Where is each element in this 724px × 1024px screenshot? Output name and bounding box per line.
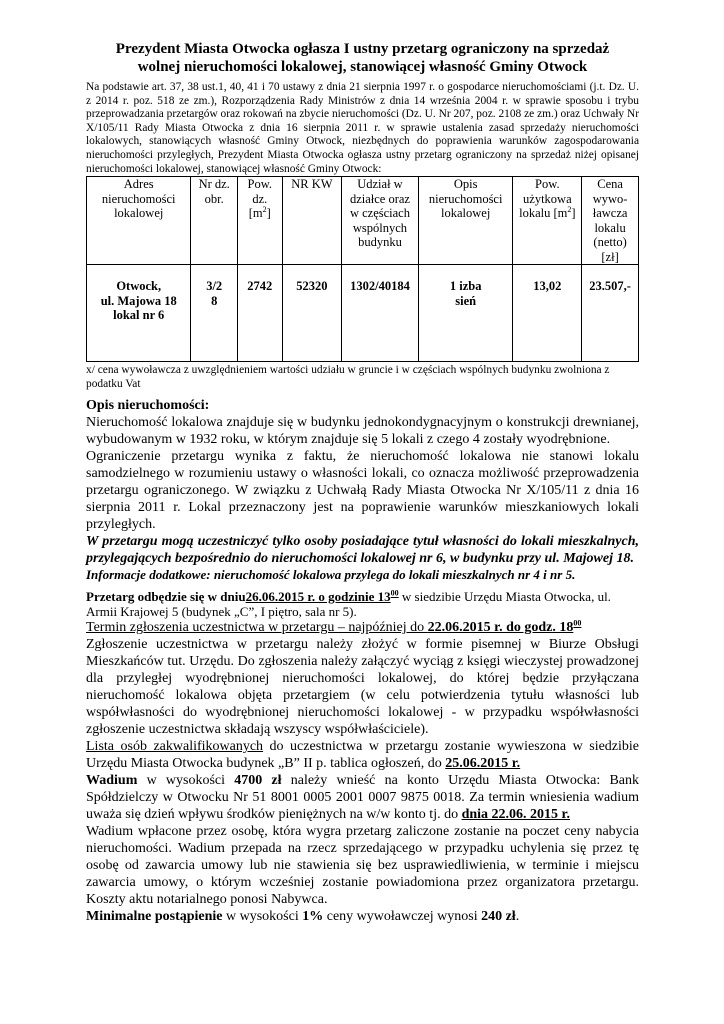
minimum-bid-paragraph: Minimalne postąpienie w wysokości 1% ceny wywoławczej wynosi 240 zł. <box>86 909 520 925</box>
registration-paragraph: Zgłoszenie uczestnictwa w przetargu należy złożyć w formie pisemnej w Biurze Obsługi Mieszkańców tut. Urzędu. Do zgłoszenia należy załączyć wyciąg z księgi wieczystej prowadzonej dla przyległej wyodrębnionej nieruchomości lokalowej, do której będzie przyłączana nieruchomość lokalowa objęta przetargiem (w celu potwierdzenia tytułu własności lub współwłasności do wyodrębnionej nieruchomości lokalowej - w przypadku współwłasności zgłoszenie uczestnictwa składają wszyscy współwłaściciele). <box>86 637 639 738</box>
announcement-page <box>86 40 639 925</box>
description-paragraph-2: Ograniczenie przetargu wynika z faktu, że nieruchomość lokalowa nie stanowi lokalu samodzielnego w rozumieniu ustawy o własności lokali, co oznacza możliwość przeprowadzenia przetargu ograniczonego. W związku z Uchwałą Rady Miasta Otwocka Nr X/105/11 z dnia 16 sierpnia 2011 r. Lokal przeznaczony jest na poprawienie warunków mieszkaniowych lokali przyległych. <box>86 449 639 533</box>
header-usable-area: Pow. użytkowa lokalu $[m^2]$ <box>513 177 582 265</box>
document-title <box>86 40 639 76</box>
header-price: Cena wywo-ławcza lokalu (netto) [zł] <box>582 177 639 265</box>
title-line-1: Prezydent Miasta Otwocka ogłasza I ustny przetarg ograniczony na sprzedaż <box>115 41 610 57</box>
qualified-list-paragraph: Lista osób zakwalifikowanych do uczestnictwa w przetargu zostanie wywieszona w siedzibie Urzędu Miasta Otwocka budynek „B” II p. tablica ogłoszeń, do 25.06.2015 r. <box>86 739 639 772</box>
cell-description: 1 izba sień <box>418 265 513 362</box>
header-land-register: NR KW <box>282 177 341 265</box>
table-header-row <box>87 177 639 265</box>
cell-land-register: 52320 <box>282 265 341 362</box>
description-heading: Opis nieruchomości: <box>86 398 210 414</box>
registration-deadline: Termin zgłoszenia uczestnictwa w przetargu – najpóźniej do 22.06.2015 r. do godz. $18^{00}$ <box>86 618 582 636</box>
cell-plot-number: 3/2 8 <box>191 265 238 362</box>
description-paragraph-1: Nieruchomość lokalowa znajduje się w budynku jednokondygnacyjnym o konstrukcji drewnianej, wybudowanym w 1932 roku, w którym znajduje się 5 lokali z czego 4 zostały wyodrębnione. <box>86 415 639 448</box>
cell-usable-area: 13,02 <box>513 265 582 362</box>
table-row <box>87 265 639 362</box>
header-plot-number: Nr dz. obr. <box>191 177 238 265</box>
cell-price: 23.507,- <box>582 265 639 362</box>
legal-basis-paragraph: Na podstawie art. 37, 38 ust.1, 40, 41 i 70 ustawy z dnia 21 sierpnia 1997 r. o gospodarce nieruchomościami (j.t. Dz. U. z 2014 r. poz. 518 ze zm.), Rozporządzenia Rady Ministrów z dnia 14 września 2004 r. w sprawie sposobu i trybu przeprowadzania przetargów oraz rokowań na zbycie nieruchomości (Dz. U. Nr 207, poz. 2108 ze zm.) oraz Uchwały Nr X/105/11 Rady Miasta Otwocka z dnia 16 sierpnia 2011 r. w sprawie ustalenia zasad sprzedaży nieruchomości lokalowych, stanowiących własność Gminy Otwock, niezbędnych do poprawienia warunków zagospodarowania nieruchomości przyległych, Prezydent Miasta Otwocka ogłasza ustny przetarg ograniczony na sprzedaż niżej opisanej nieruchomości lokalowej, stanowiącej własność Gminy Otwock: <box>86 81 639 175</box>
header-description: Opis nieruchomości lokalowej <box>418 177 513 265</box>
deposit-paragraph: Wadium w wysokości 4700 zł należy wnieść na konto Urzędu Miasta Otwocka: Bank Spółdzielczy w Otwocku Nr 51 8001 0005 2001 0007 9875 0018. Za termin wniesienia wadium uważa się dzień wpływu środków pieniężnych na w/w konto tj. do dnia 22.06. 2015 r. <box>86 773 639 823</box>
title-line-2: wolnej nieruchomości lokalowej, stanowiącej własność Gminy Otwock <box>137 59 588 75</box>
cell-share: 1302/40184 <box>342 265 419 362</box>
cell-address: Otwock, ul. Majowa 18 lokal nr 6 <box>87 265 191 362</box>
additional-info: Informacje dodatkowe: nieruchomość lokalowa przylega do lokali mieszkalnych nr 4 i nr 5. <box>86 567 576 583</box>
header-address: Adres nieruchomości lokalowej <box>87 177 191 265</box>
auction-date-paragraph: Przetarg odbędzie się w dniu26.06.2015 r. o godzinie $13^{00}$ w siedzibie Urzędu Miasta Otwocka, ul. Armii Krajowej 5 (budynek „C”, I piętro, sala nr 5). <box>86 589 611 620</box>
header-plot-area: Pow. dz. $[m^2]$ <box>237 177 282 265</box>
deposit-terms-paragraph: Wadium wpłacone przez osobę, która wygra przetarg zaliczone zostanie na poczet ceny nabycia nieruchomości. Wadium przepada na rzecz sprzedającego w przypadku uchylenia się przez tę osobę od zawarcia umowy lub nie stawienia się bez usprawiedliwienia, w terminie i miejscu zawarcia umowy, o którym wcześniej zostanie powiadomiona przez organizatora przetargu. Koszty aktu notarialnego ponosi Nabywca. <box>86 824 639 908</box>
cell-plot-area: 2742 <box>237 265 282 362</box>
property-table <box>86 176 639 362</box>
eligibility-paragraph: W przetargu mogą uczestniczyć tylko osoby posiadające tytuł własności do lokali mieszkalnych, przylegających bezpośrednio do nieruchomości lokalowej nr 6, w budynku przy ul. Majowej 18. <box>86 534 639 567</box>
price-footnote: x/ cena wywoławcza z uwzględnieniem wartości udziału w gruncie i w częściach wspólnych budynku zwolniona z podatku Vat <box>86 364 610 390</box>
header-share: Udział w działce oraz w częściach wspólnych budynku <box>342 177 419 265</box>
